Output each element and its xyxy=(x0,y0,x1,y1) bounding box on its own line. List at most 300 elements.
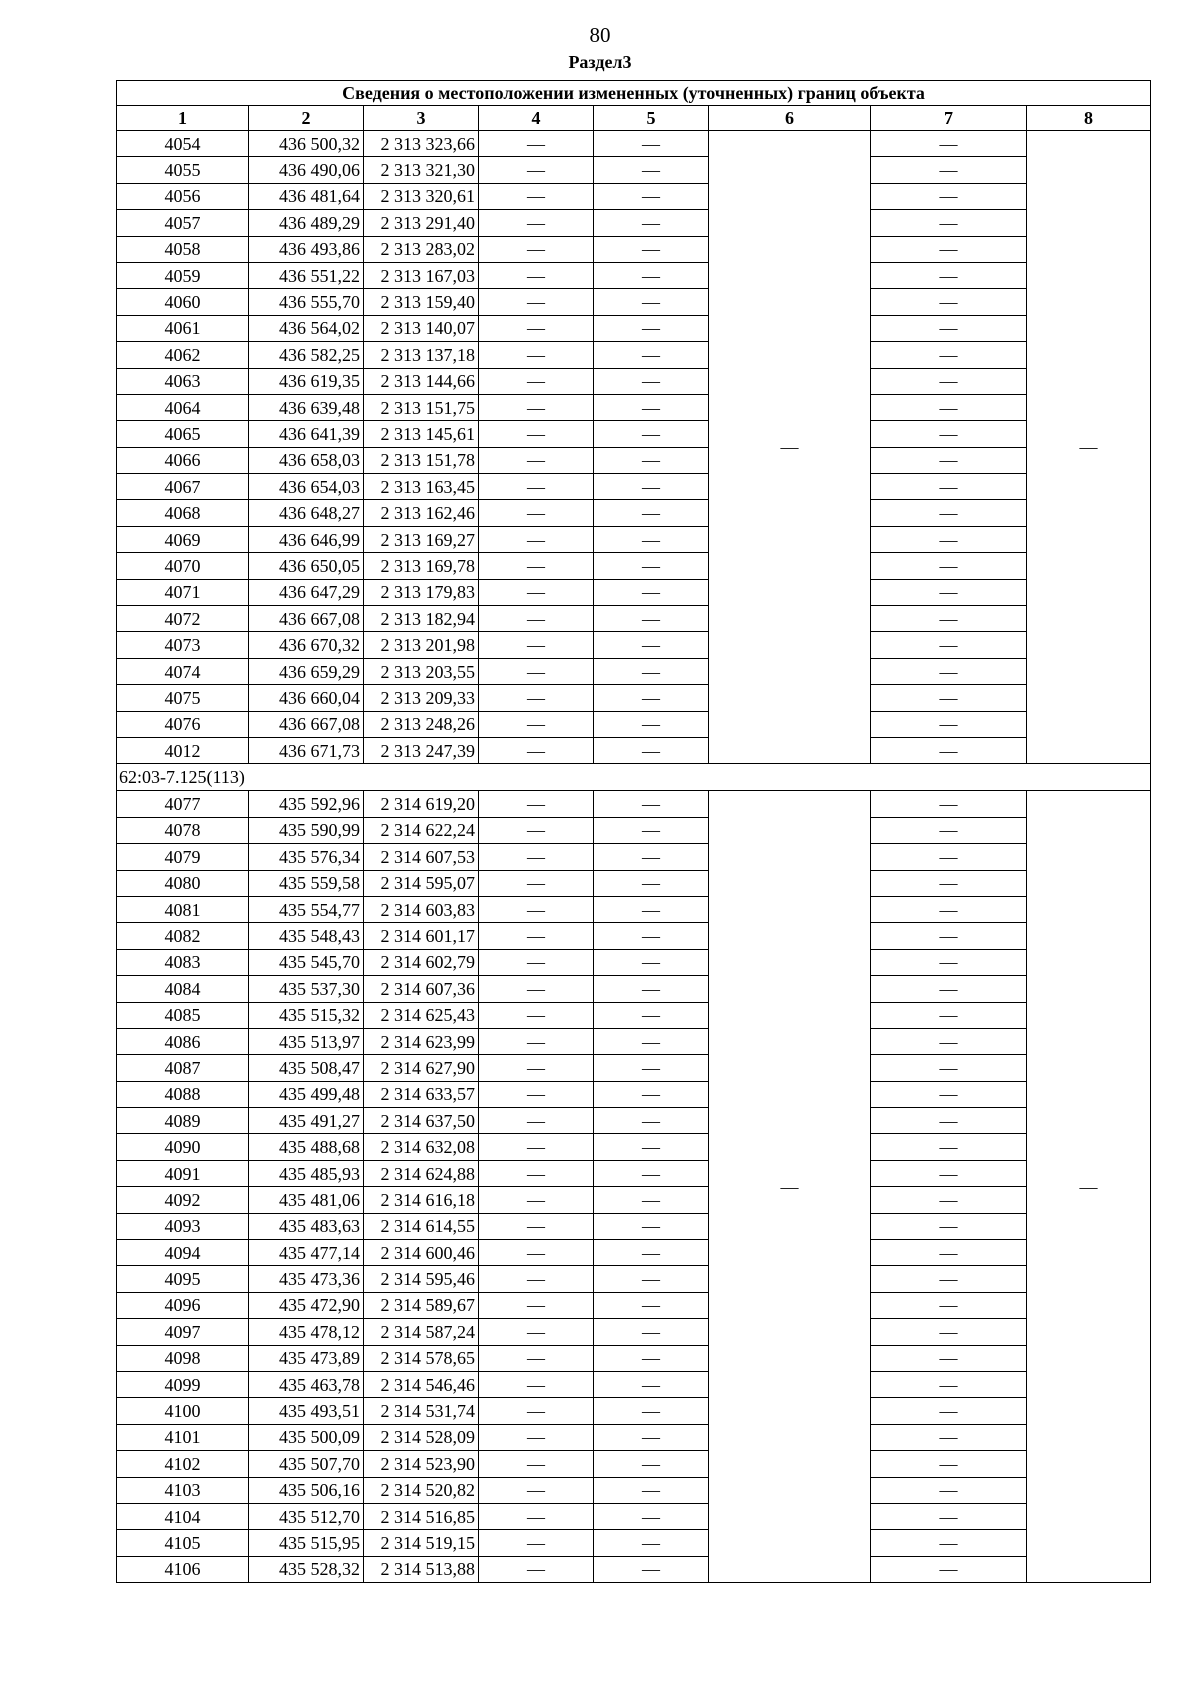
point-number: 4084 xyxy=(117,976,249,1002)
col4-value: — xyxy=(479,976,594,1002)
col7-value: — xyxy=(871,579,1027,605)
col7-value: — xyxy=(871,500,1027,526)
col5-value: — xyxy=(594,183,709,209)
col5-value: — xyxy=(594,579,709,605)
coord-y: 2 313 323,66 xyxy=(364,131,479,157)
col6-merged-value: — xyxy=(709,131,871,764)
coord-x: 436 555,70 xyxy=(249,289,364,315)
coord-y: 2 313 209,33 xyxy=(364,685,479,711)
col5-value: — xyxy=(594,1451,709,1477)
col7-value: — xyxy=(871,737,1027,763)
coord-y: 2 313 140,07 xyxy=(364,315,479,341)
col7-value: — xyxy=(871,131,1027,157)
col7-value: — xyxy=(871,183,1027,209)
coord-x: 436 660,04 xyxy=(249,685,364,711)
coord-y: 2 314 595,46 xyxy=(364,1266,479,1292)
col4-value: — xyxy=(479,1292,594,1318)
coord-x: 435 499,48 xyxy=(249,1081,364,1107)
col5-value: — xyxy=(594,1081,709,1107)
col5-value: — xyxy=(594,1028,709,1054)
col4-value: — xyxy=(479,606,594,632)
col7-value: — xyxy=(871,685,1027,711)
col4-value: — xyxy=(479,1503,594,1529)
coord-x: 435 515,95 xyxy=(249,1530,364,1556)
col4-value: — xyxy=(479,236,594,262)
col4-value: — xyxy=(479,368,594,394)
point-number: 4106 xyxy=(117,1556,249,1582)
column-number: 2 xyxy=(249,106,364,131)
col4-value: — xyxy=(479,579,594,605)
coord-y: 2 314 578,65 xyxy=(364,1345,479,1371)
col7-value: — xyxy=(871,1319,1027,1345)
point-number: 4072 xyxy=(117,606,249,632)
col7-value: — xyxy=(871,1451,1027,1477)
point-number: 4094 xyxy=(117,1240,249,1266)
col5-value: — xyxy=(594,1530,709,1556)
coord-y: 2 313 167,03 xyxy=(364,262,479,288)
coord-y: 2 313 179,83 xyxy=(364,579,479,605)
col5-value: — xyxy=(594,949,709,975)
col7-value: — xyxy=(871,1028,1027,1054)
coord-y: 2 314 601,17 xyxy=(364,923,479,949)
coord-y: 2 313 201,98 xyxy=(364,632,479,658)
col5-value: — xyxy=(594,1371,709,1397)
col4-value: — xyxy=(479,1371,594,1397)
col7-value: — xyxy=(871,896,1027,922)
col7-value: — xyxy=(871,1503,1027,1529)
col5-value: — xyxy=(594,606,709,632)
coord-y: 2 314 528,09 xyxy=(364,1424,479,1450)
coord-y: 2 313 159,40 xyxy=(364,289,479,315)
coord-y: 2 313 144,66 xyxy=(364,368,479,394)
col7-value: — xyxy=(871,817,1027,843)
table-row xyxy=(117,1503,1151,1529)
col4-value: — xyxy=(479,157,594,183)
col4-value: — xyxy=(479,949,594,975)
table-row xyxy=(117,1398,1151,1424)
col7-value: — xyxy=(871,1108,1027,1134)
coord-y: 2 314 516,85 xyxy=(364,1503,479,1529)
col5-value: — xyxy=(594,817,709,843)
coord-x: 435 493,51 xyxy=(249,1398,364,1424)
table-row xyxy=(117,1371,1151,1397)
coord-x: 436 619,35 xyxy=(249,368,364,394)
coord-x: 436 650,05 xyxy=(249,553,364,579)
col5-value: — xyxy=(594,1108,709,1134)
col7-value: — xyxy=(871,315,1027,341)
table-row xyxy=(117,685,1151,711)
col4-value: — xyxy=(479,553,594,579)
column-number: 5 xyxy=(594,106,709,131)
coord-x: 435 488,68 xyxy=(249,1134,364,1160)
coord-y: 2 313 248,26 xyxy=(364,711,479,737)
table-row xyxy=(117,1240,1151,1266)
column-number-row xyxy=(117,106,1151,131)
coord-x: 435 512,70 xyxy=(249,1503,364,1529)
coord-y: 2 313 247,39 xyxy=(364,737,479,763)
table-row xyxy=(117,1266,1151,1292)
coord-y: 2 314 619,20 xyxy=(364,791,479,817)
col5-value: — xyxy=(594,923,709,949)
col4-value: — xyxy=(479,421,594,447)
coord-y: 2 314 607,53 xyxy=(364,844,479,870)
col7-value: — xyxy=(871,1345,1027,1371)
col5-value: — xyxy=(594,1503,709,1529)
table-row xyxy=(117,447,1151,473)
col6-merged-value: — xyxy=(709,791,871,1583)
coord-x: 436 493,86 xyxy=(249,236,364,262)
point-number: 4101 xyxy=(117,1424,249,1450)
col5-value: — xyxy=(594,1266,709,1292)
coord-x: 436 500,32 xyxy=(249,131,364,157)
point-number: 4057 xyxy=(117,210,249,236)
col5-value: — xyxy=(594,553,709,579)
table-row xyxy=(117,1108,1151,1134)
coord-y: 2 313 145,61 xyxy=(364,421,479,447)
table-row xyxy=(117,606,1151,632)
column-number: 7 xyxy=(871,106,1027,131)
col5-value: — xyxy=(594,1187,709,1213)
col7-value: — xyxy=(871,526,1027,552)
col5-value: — xyxy=(594,368,709,394)
coord-y: 2 313 203,55 xyxy=(364,658,479,684)
col5-value: — xyxy=(594,737,709,763)
table-row xyxy=(117,1002,1151,1028)
point-number: 4077 xyxy=(117,791,249,817)
col4-value: — xyxy=(479,844,594,870)
coord-x: 435 483,63 xyxy=(249,1213,364,1239)
coord-y: 2 314 531,74 xyxy=(364,1398,479,1424)
table-row xyxy=(117,368,1151,394)
table-row xyxy=(117,1081,1151,1107)
col4-value: — xyxy=(479,1028,594,1054)
coord-x: 435 548,43 xyxy=(249,923,364,949)
coord-y: 2 314 627,90 xyxy=(364,1055,479,1081)
col5-value: — xyxy=(594,1160,709,1186)
table-row xyxy=(117,1292,1151,1318)
coord-x: 436 564,02 xyxy=(249,315,364,341)
col7-value: — xyxy=(871,289,1027,315)
col7-value: — xyxy=(871,1371,1027,1397)
coord-x: 436 671,73 xyxy=(249,737,364,763)
coord-x: 436 489,29 xyxy=(249,210,364,236)
table-row xyxy=(117,131,1151,157)
col7-value: — xyxy=(871,844,1027,870)
point-number: 4056 xyxy=(117,183,249,209)
col7-value: — xyxy=(871,711,1027,737)
col4-value: — xyxy=(479,1345,594,1371)
col5-value: — xyxy=(594,896,709,922)
coord-y: 2 313 283,02 xyxy=(364,236,479,262)
coord-x: 436 490,06 xyxy=(249,157,364,183)
coord-x: 435 478,12 xyxy=(249,1319,364,1345)
coord-y: 2 314 600,46 xyxy=(364,1240,479,1266)
col5-value: — xyxy=(594,157,709,183)
point-number: 4075 xyxy=(117,685,249,711)
col5-value: — xyxy=(594,976,709,1002)
column-number: 1 xyxy=(117,106,249,131)
col7-value: — xyxy=(871,1530,1027,1556)
col4-value: — xyxy=(479,1319,594,1345)
col7-value: — xyxy=(871,1398,1027,1424)
col7-value: — xyxy=(871,1134,1027,1160)
coord-x: 436 481,64 xyxy=(249,183,364,209)
col5-value: — xyxy=(594,262,709,288)
col5-value: — xyxy=(594,685,709,711)
col4-value: — xyxy=(479,1055,594,1081)
coord-y: 2 313 291,40 xyxy=(364,210,479,236)
col5-value: — xyxy=(594,1424,709,1450)
col5-value: — xyxy=(594,1292,709,1318)
column-number: 3 xyxy=(364,106,479,131)
point-number: 4102 xyxy=(117,1451,249,1477)
coord-y: 2 314 513,88 xyxy=(364,1556,479,1582)
table-row xyxy=(117,1451,1151,1477)
coord-y: 2 314 587,24 xyxy=(364,1319,479,1345)
coord-x: 436 654,03 xyxy=(249,474,364,500)
table-row xyxy=(117,1477,1151,1503)
col7-value: — xyxy=(871,870,1027,896)
col5-value: — xyxy=(594,394,709,420)
col7-value: — xyxy=(871,236,1027,262)
table-row xyxy=(117,1134,1151,1160)
coord-x: 436 646,99 xyxy=(249,526,364,552)
point-number: 4055 xyxy=(117,157,249,183)
table-row xyxy=(117,923,1151,949)
table-row xyxy=(117,394,1151,420)
table-row xyxy=(117,711,1151,737)
point-number: 4103 xyxy=(117,1477,249,1503)
coord-y: 2 313 182,94 xyxy=(364,606,479,632)
col5-value: — xyxy=(594,421,709,447)
col5-value: — xyxy=(594,1055,709,1081)
coord-x: 436 648,27 xyxy=(249,500,364,526)
col4-value: — xyxy=(479,1108,594,1134)
table-row xyxy=(117,553,1151,579)
col7-value: — xyxy=(871,553,1027,579)
col7-value: — xyxy=(871,394,1027,420)
coord-x: 435 508,47 xyxy=(249,1055,364,1081)
coord-x: 435 545,70 xyxy=(249,949,364,975)
col4-value: — xyxy=(479,1451,594,1477)
coord-x: 435 515,32 xyxy=(249,1002,364,1028)
table-row xyxy=(117,1028,1151,1054)
col4-value: — xyxy=(479,632,594,658)
table-row xyxy=(117,632,1151,658)
col7-value: — xyxy=(871,1424,1027,1450)
coord-x: 435 481,06 xyxy=(249,1187,364,1213)
coord-y: 2 314 607,36 xyxy=(364,976,479,1002)
point-number: 4061 xyxy=(117,315,249,341)
coord-x: 436 667,08 xyxy=(249,711,364,737)
col8-merged-value: — xyxy=(1027,131,1151,764)
coord-x: 435 507,70 xyxy=(249,1451,364,1477)
col4-value: — xyxy=(479,870,594,896)
col5-value: — xyxy=(594,447,709,473)
coord-x: 435 472,90 xyxy=(249,1292,364,1318)
col4-value: — xyxy=(479,500,594,526)
col4-value: — xyxy=(479,791,594,817)
col4-value: — xyxy=(479,210,594,236)
col4-value: — xyxy=(479,262,594,288)
coord-y: 2 313 151,75 xyxy=(364,394,479,420)
col4-value: — xyxy=(479,526,594,552)
table-row xyxy=(117,949,1151,975)
col5-value: — xyxy=(594,658,709,684)
section-title: Раздел3 xyxy=(568,52,632,72)
boundary-coordinates-table xyxy=(116,80,1151,1583)
col4-value: — xyxy=(479,1134,594,1160)
col7-value: — xyxy=(871,421,1027,447)
point-number: 4067 xyxy=(117,474,249,500)
coord-y: 2 314 520,82 xyxy=(364,1477,479,1503)
table-row xyxy=(117,421,1151,447)
page-number: 80 xyxy=(589,23,611,47)
coord-x: 435 473,89 xyxy=(249,1345,364,1371)
col5-value: — xyxy=(594,1345,709,1371)
coord-y: 2 314 632,08 xyxy=(364,1134,479,1160)
col7-value: — xyxy=(871,976,1027,1002)
point-number: 4088 xyxy=(117,1081,249,1107)
coord-x: 436 551,22 xyxy=(249,262,364,288)
col4-value: — xyxy=(479,737,594,763)
coord-y: 2 313 162,46 xyxy=(364,500,479,526)
coord-y: 2 314 603,83 xyxy=(364,896,479,922)
col4-value: — xyxy=(479,685,594,711)
coord-x: 436 582,25 xyxy=(249,342,364,368)
col5-value: — xyxy=(594,870,709,896)
coord-x: 436 647,29 xyxy=(249,579,364,605)
col4-value: — xyxy=(479,1477,594,1503)
col7-value: — xyxy=(871,1292,1027,1318)
point-number: 4089 xyxy=(117,1108,249,1134)
table-row xyxy=(117,157,1151,183)
col7-value: — xyxy=(871,1477,1027,1503)
col7-value: — xyxy=(871,1266,1027,1292)
col4-value: — xyxy=(479,1160,594,1186)
coord-x: 435 528,32 xyxy=(249,1556,364,1582)
col4-value: — xyxy=(479,183,594,209)
coord-x: 435 463,78 xyxy=(249,1371,364,1397)
coord-y: 2 314 595,07 xyxy=(364,870,479,896)
point-number: 4071 xyxy=(117,579,249,605)
coord-y: 2 313 163,45 xyxy=(364,474,479,500)
point-number: 4078 xyxy=(117,817,249,843)
coord-y: 2 314 623,99 xyxy=(364,1028,479,1054)
point-number: 4096 xyxy=(117,1292,249,1318)
coord-y: 2 313 137,18 xyxy=(364,342,479,368)
col7-value: — xyxy=(871,791,1027,817)
col4-value: — xyxy=(479,315,594,341)
point-number: 4054 xyxy=(117,131,249,157)
coord-y: 2 314 602,79 xyxy=(364,949,479,975)
col4-value: — xyxy=(479,711,594,737)
point-number: 4065 xyxy=(117,421,249,447)
col4-value: — xyxy=(479,289,594,315)
col5-value: — xyxy=(594,1319,709,1345)
col5-value: — xyxy=(594,844,709,870)
col4-value: — xyxy=(479,447,594,473)
group-label: 62:03-7.125(113) xyxy=(117,764,1151,791)
col8-merged-value: — xyxy=(1027,791,1151,1583)
col7-value: — xyxy=(871,1081,1027,1107)
point-number: 4059 xyxy=(117,262,249,288)
col5-value: — xyxy=(594,1002,709,1028)
col4-value: — xyxy=(479,1530,594,1556)
point-number: 4076 xyxy=(117,711,249,737)
column-number: 8 xyxy=(1027,106,1151,131)
table-row xyxy=(117,289,1151,315)
col7-value: — xyxy=(871,157,1027,183)
point-number: 4080 xyxy=(117,870,249,896)
coord-x: 435 590,99 xyxy=(249,817,364,843)
col5-value: — xyxy=(594,711,709,737)
point-number: 4083 xyxy=(117,949,249,975)
col4-value: — xyxy=(479,923,594,949)
point-number: 4100 xyxy=(117,1398,249,1424)
col5-value: — xyxy=(594,236,709,262)
table-row xyxy=(117,210,1151,236)
point-number: 4097 xyxy=(117,1319,249,1345)
coord-y: 2 313 320,61 xyxy=(364,183,479,209)
table-row xyxy=(117,1055,1151,1081)
point-number: 4063 xyxy=(117,368,249,394)
col5-value: — xyxy=(594,526,709,552)
col4-value: — xyxy=(479,1240,594,1266)
col5-value: — xyxy=(594,210,709,236)
col5-value: — xyxy=(594,474,709,500)
point-number: 4068 xyxy=(117,500,249,526)
col5-value: — xyxy=(594,1240,709,1266)
coord-x: 435 491,27 xyxy=(249,1108,364,1134)
table-row xyxy=(117,1345,1151,1371)
point-number: 4090 xyxy=(117,1134,249,1160)
group-label-row xyxy=(117,764,1151,791)
col4-value: — xyxy=(479,658,594,684)
coord-y: 2 314 519,15 xyxy=(364,1530,479,1556)
coord-y: 2 313 169,27 xyxy=(364,526,479,552)
point-number: 4079 xyxy=(117,844,249,870)
col5-value: — xyxy=(594,791,709,817)
point-number: 4099 xyxy=(117,1371,249,1397)
col7-value: — xyxy=(871,1160,1027,1186)
col5-value: — xyxy=(594,1398,709,1424)
column-number: 4 xyxy=(479,106,594,131)
table-caption-row xyxy=(117,81,1151,106)
coord-y: 2 314 616,18 xyxy=(364,1187,479,1213)
coord-y: 2 313 169,78 xyxy=(364,553,479,579)
column-number: 6 xyxy=(709,106,871,131)
col4-value: — xyxy=(479,474,594,500)
col4-value: — xyxy=(479,817,594,843)
col7-value: — xyxy=(871,447,1027,473)
col7-value: — xyxy=(871,1240,1027,1266)
point-number: 4105 xyxy=(117,1530,249,1556)
col4-value: — xyxy=(479,1081,594,1107)
point-number: 4085 xyxy=(117,1002,249,1028)
col4-value: — xyxy=(479,1002,594,1028)
point-number: 4058 xyxy=(117,236,249,262)
col7-value: — xyxy=(871,1556,1027,1582)
point-number: 4092 xyxy=(117,1187,249,1213)
table-row xyxy=(117,1187,1151,1213)
table-row xyxy=(117,737,1151,763)
col7-value: — xyxy=(871,949,1027,975)
coord-x: 435 513,97 xyxy=(249,1028,364,1054)
col4-value: — xyxy=(479,394,594,420)
coord-x: 436 639,48 xyxy=(249,394,364,420)
point-number: 4069 xyxy=(117,526,249,552)
